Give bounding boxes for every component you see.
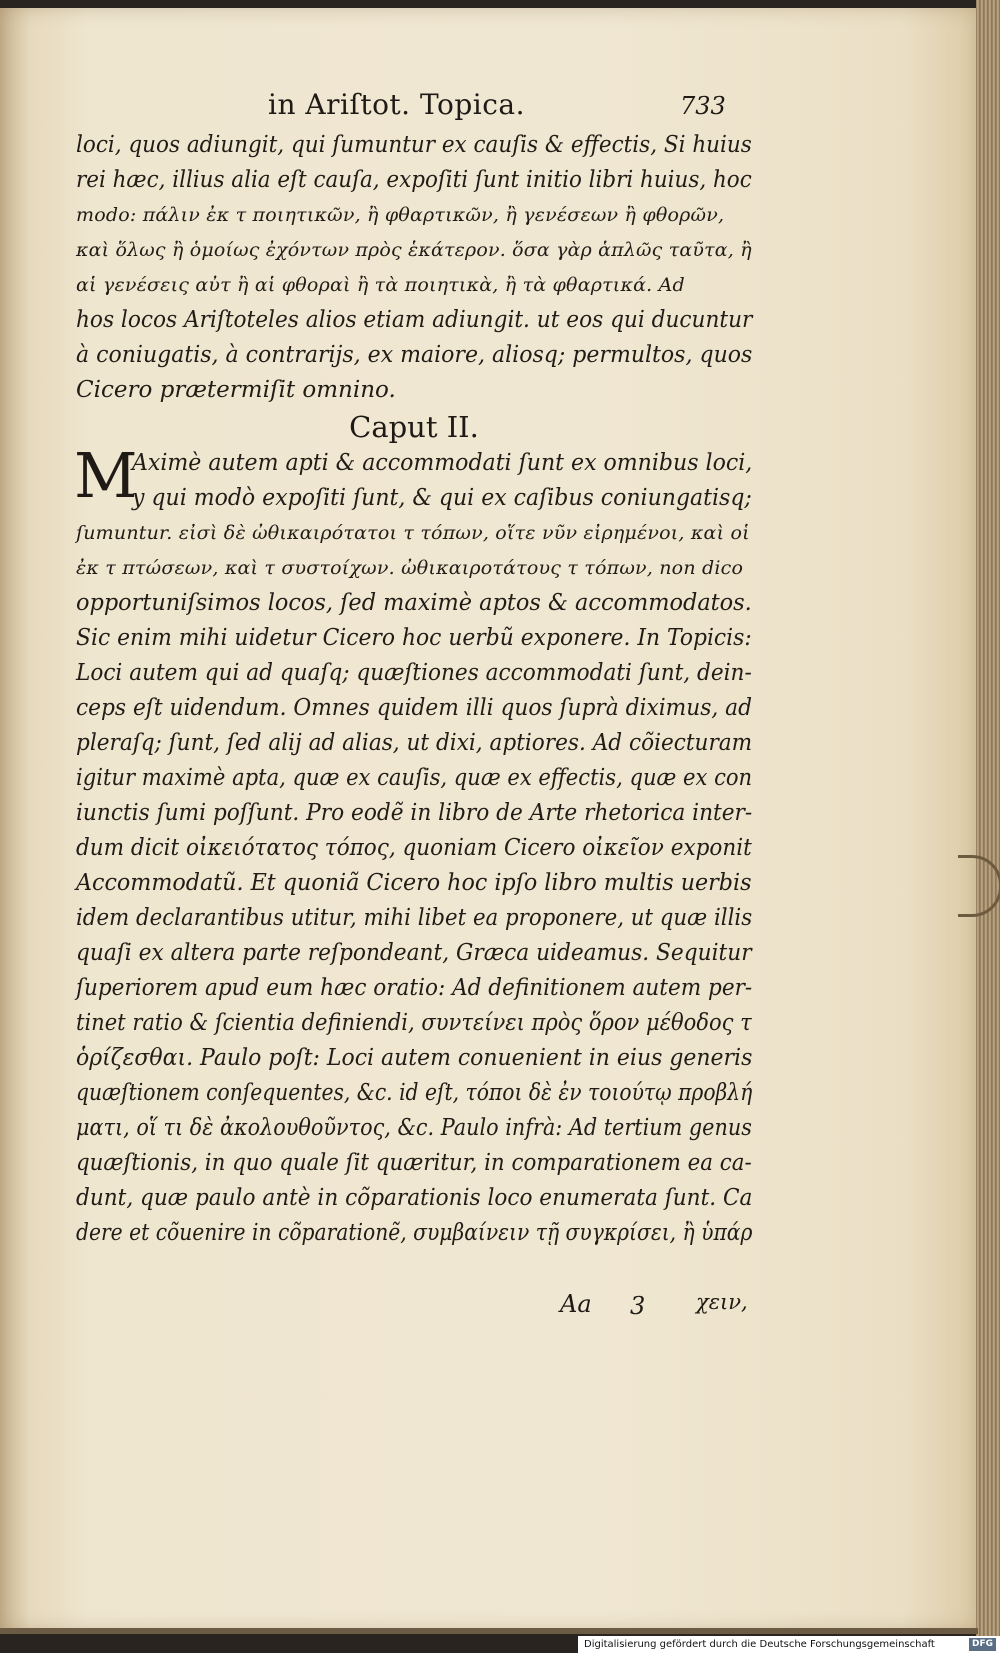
signature-mark: Aa — [560, 1290, 592, 1318]
text-line: ματι, οἵ τι δὲ ἀκολουθοῦντος, &c. Paulo infrà: Ad tertium genus — [76, 1115, 752, 1141]
text-line: αἱ γενέσεις αὐτ ἢ αἱ φθοραὶ ἢ τὰ ποιητικὰ, ἢ τὰ φθαρτικά. Ad — [76, 274, 685, 296]
catchword: χειν, — [696, 1290, 748, 1314]
text-line: opportuniſsimos locos, ſed maximè aptos & accommodatos. — [76, 590, 752, 616]
text-line: rei hæc, illius alia eſt cauſa, expoſiti ſunt initio libri huius, hoc — [76, 167, 752, 193]
text-line: Sic enim mihi uidetur Cicero hoc uerbũ exponere. In Topicis: — [76, 625, 752, 651]
text-line: idem declarantibus utitur, mihi libet ea proponere, ut quæ illis — [76, 905, 753, 931]
credit-text: Digitalisierung gefördert durch die Deutsche Forschungsgemeinschaft — [584, 1639, 935, 1650]
text-line: quæſtionis, in quo quale ſit quæritur, in comparationem ea ca- — [76, 1150, 752, 1176]
text-line: iunctis ſumi poſſunt. Pro eodẽ in libro de Arte rhetorica inter- — [76, 800, 753, 826]
drop-cap-initial: M — [74, 439, 138, 512]
text-line: ſuperiorem apud eum hæc oratio: Ad definitionem autem per- — [76, 975, 753, 1001]
dfg-logo-icon: DFG — [969, 1638, 996, 1651]
text-line: igitur maximè apta, quæ ex cauſis, quæ ex effectis, quæ ex con — [76, 765, 753, 791]
digitization-credit-banner — [578, 1636, 1000, 1653]
text-line: ἐκ τ πτώσεων, καὶ τ συστοίχων. ὠθικαιροτάτους τ τόπων, non dico — [76, 557, 744, 579]
page-number: 733 — [680, 92, 726, 120]
signature-number: 3 — [630, 1292, 646, 1320]
text-line: modo: πάλιν ἐκ τ ποιητικῶν, ἢ φθαρτικῶν, ἢ γενέσεων ἢ φθορῶν, — [76, 204, 725, 226]
text-line: Cicero prætermiſit omnino. — [76, 377, 396, 403]
text-line: pleraſq; ſunt, ſed alij ad alias, ut dixi, aptiores. Ad cõiecturam — [76, 730, 753, 756]
paragraph-2 — [74, 439, 753, 1251]
text-line: καὶ ὅλως ἢ ὁμοίως ἐχόντων πρὸς ἑκάτερον. ὅσα γὰρ ἁπλῶς ταῦτα, ἢ — [76, 239, 752, 261]
text-line: Aximè autem apti & accommodati ſunt ex omnibus loci, — [132, 450, 753, 476]
text-line: tinet ratio & ſcientia definiendi, συντείνει πρὸς ὅρον μέθοδος τ — [76, 1010, 752, 1036]
text-line: quæſtionem conſequentes, &c. id eſt, τόποι δὲ ἐν τοιούτῳ προβλή — [76, 1080, 753, 1106]
text-line: ſumuntur. εἰσὶ δὲ ὠθικαιρότατοι τ τόπων, οἵτε νῦν εἰρημένοι, καὶ οἱ — [76, 522, 750, 544]
page-bottom-edge — [0, 1628, 978, 1634]
text-line: loci, quos adiungit, qui ſumuntur ex cauſis & effectis, Si huius — [76, 132, 752, 158]
paragraph-1 — [76, 128, 752, 408]
text-line: ceps eſt uidendum. Omnes quidem illi quos ſuprà diximus, ad — [76, 695, 753, 721]
page-body — [76, 128, 752, 1251]
text-line: Accommodatũ. Et quoniã Cicero hoc ipſo libro multis uerbis — [76, 870, 752, 896]
text-line: y qui modò expoſiti ſunt, & qui ex caſibus coniungatisq; — [132, 485, 752, 511]
text-line: ὁρίζεσθαι. Paulo poſt: Loci autem conuenient in eius generis — [76, 1045, 753, 1071]
text-line: à coniugatis, à contrarijs, ex maiore, aliosq; permultos, quos — [76, 342, 753, 368]
chapter-heading: Caput II. — [349, 410, 479, 444]
binding-clasp-icon — [958, 855, 1000, 917]
text-line: dere et cõuenire in cõparationẽ, συμβαίνειν τῇ συγκρίσει, ἢ ὑπάρ — [76, 1220, 753, 1246]
page-fore-edge — [976, 0, 1000, 1653]
text-line: hos locos Ariſtoteles alios etiam adiungit. ut eos qui ducuntur — [76, 307, 753, 333]
running-head: in Ariſtot. Topica. — [268, 88, 525, 121]
text-line: Loci autem qui ad quaſq; quæſtiones accommodati ſunt, dein- — [76, 660, 752, 686]
text-line: dum dicit οἰκειότατος τόπος, quoniam Cicero οἰκεῖον exponit — [76, 835, 752, 861]
text-line: dunt, quæ paulo antè in cõparationis loco enumerata ſunt. Ca — [76, 1185, 753, 1211]
signature-line — [560, 1290, 760, 1326]
text-line: quaſi ex altera parte reſpondeant, Græca uideamus. Sequitur — [76, 940, 752, 966]
